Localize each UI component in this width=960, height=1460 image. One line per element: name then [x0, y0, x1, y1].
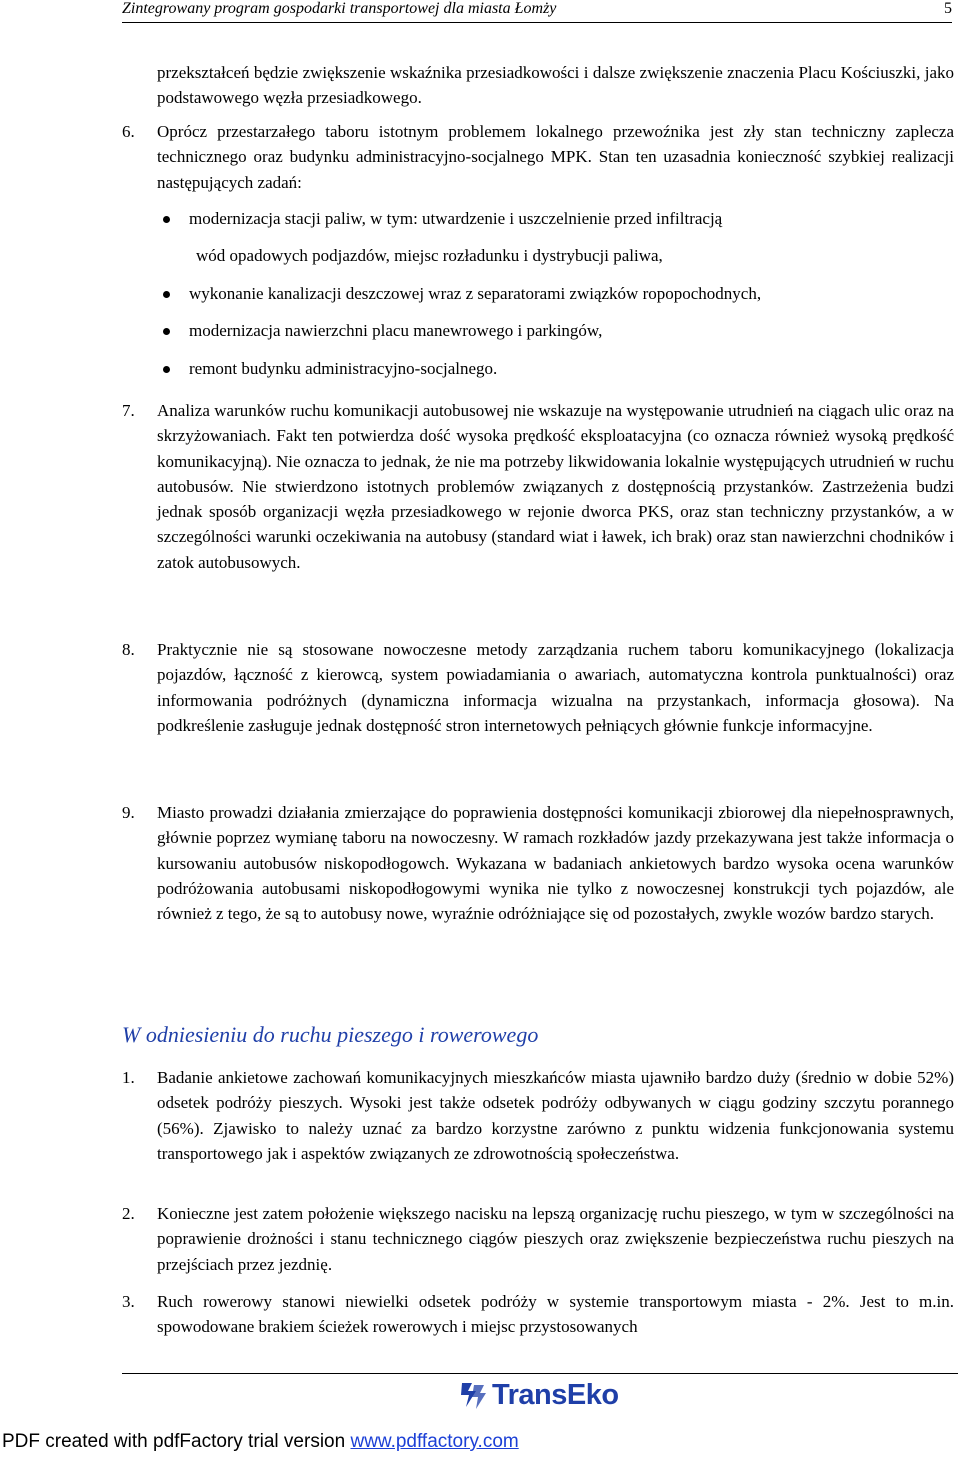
bullet-icon	[163, 291, 170, 298]
logo-text: TransEko	[492, 1378, 619, 1411]
bullet-text-continuation: wód opadowych podjazdów, miejsc rozładunku i dystrybucji paliwa,	[196, 246, 663, 265]
item-number: 8.	[122, 640, 135, 659]
intro-paragraph: przekształceń będzie zwiększenie wskaźnika przesiadkowości i dalsze zwiększenie znaczenia Placu Kościuszki, jako podstawowego węzła przesiadkowego.	[157, 63, 954, 108]
bullet-text: remont budynku administracyjno-socjalnego.	[189, 359, 498, 378]
item-text: Ruch rowerowy stanowi niewielki odsetek podróży w systemie transportowym miasta - 2%. Jest to m.in. spowodowane brakiem ścieżek rowerowych i miejsc przystosowanych	[157, 1292, 954, 1337]
item-text: Konieczne jest zatem położenie większego nacisku na lepszą organizację ruchu pieszego, w tym w szczególności na poprawienie drożności i stanu technicznego ciągów pieszych oraz zwiększenie bezpieczeństwa ruchu pieszych na przejściach przez jezdnię.	[157, 1204, 954, 1274]
item-text: Analiza warunków ruchu komunikacji autobusowej nie wskazuje na występowanie utrudnień na ciągach ulic oraz na skrzyżowaniach. Fakt ten potwierdza dość wysoka prędkość eksploatacyjna (co oznacza również wysoką prędkość komunikacyjną). Nie oznacza to jednak, że nie ma potrzeby likwidowania lokalnie występujących utrudnień w ruchu autobusów. Nie stwierdzono istotnych problemów związanych z dostępnością przystanków. Zastrzeżenia budzi jednak sposób organizacji węzła przesiadkowego w rejonie dworca PKS, oraz stan techniczny przystanków, a w szczególności warunki oczekiwania na autobusy (standard wiat i ławek, ich brak) oraz stan nawierzchni chodników i zatok autobusowych.	[157, 401, 954, 572]
section-heading: W odniesieniu do ruchu pieszego i rowerowego	[122, 1022, 539, 1047]
item-number: 1.	[122, 1068, 135, 1087]
item-text: Praktycznie nie są stosowane nowoczesne metody zarządzania ruchem taboru komunikacyjnego (lokalizacja pojazdów, łączność z kierowcą, system powiadamiania o awariach, automatyczna kontrola punktualności) oraz informowania podróżnych (dynamiczna informacja wizualna na przystankach, informacja głosowa). Na podkreślenie zasługuje jednak dostępność stron internetowych pełniących głównie funkcje informacyjne.	[157, 640, 954, 735]
page-number: 5	[944, 0, 952, 17]
item-number: 9.	[122, 803, 135, 822]
bullet-icon	[163, 216, 170, 223]
item-number: 7.	[122, 401, 135, 420]
item-number: 6.	[122, 122, 135, 141]
bullet-text: wykonanie kanalizacji deszczowej wraz z separatorami związków ropopochodnych,	[189, 284, 762, 303]
item-number: 2.	[122, 1204, 135, 1223]
pdf-creator-note	[2, 1431, 519, 1453]
bullet-icon	[163, 366, 170, 373]
bullet-text: modernizacja stacji paliw, w tym: utwardzenie i uszczelnienie przed infiltracją	[189, 209, 723, 228]
footer-divider	[122, 1373, 958, 1374]
item-text: Miasto prowadzi działania zmierzające do poprawienia dostępności komunikacji zbiorowej dla niepełnosprawnych, głównie poprzez wymianę taboru na nowoczesny. W ramach rozkładów jazdy przekazywana jest także informacja o kursowaniu autobusów niskopodłogowch. Wykazana w badaniach ankietowych bardzo wysoka ocena warunków podróżowania autobusami niskopodłogowymi wynika nie tylko z nowoczesnej konstrukcji tych pojazdów, ale również z tego, że są to autobusy nowe, wyraźnie odróżniające się od pozostałych, zwykle wozów bardzo starych.	[157, 803, 954, 924]
transeko-logo-icon	[458, 1379, 488, 1411]
pdf-note-text: PDF created with pdfFactory trial version	[2, 1431, 351, 1452]
bullet-icon	[163, 328, 170, 335]
pdffactory-link[interactable]: www.pdffactory.com	[350, 1431, 519, 1452]
running-header	[122, 0, 952, 23]
bullet-text: modernizacja nawierzchni placu manewrowego i parkingów,	[189, 321, 603, 340]
item-number: 3.	[122, 1292, 135, 1311]
item-text: Badanie ankietowe zachowań komunikacyjnych mieszkańców miasta ujawniło bardzo duży (średnio w dobie 52%) odsetek podróży pieszych. Wysoki jest także odsetek podróży odbywanych w ciągu godziny szczytu porannego (56%). Zjawisko to należy uznać za bardzo korzystne zarówno z punktu widzenia funkcjonowania systemu transportowego jak i aspektów związanych ze zdrowotnością społeczeństwa.	[157, 1068, 954, 1163]
item-text: Oprócz przestarzałego taboru istotnym problemem lokalnego przewoźnika jest zły stan techniczny zaplecza technicznego oraz budynku administracyjno-socjalnego MPK. Stan ten uzasadnia konieczność szybkiej realizacji następujących zadań:	[157, 122, 954, 192]
document-title: Zintegrowany program gospodarki transportowej dla miasta Łomży	[122, 0, 557, 17]
transeko-logo	[458, 1378, 619, 1412]
